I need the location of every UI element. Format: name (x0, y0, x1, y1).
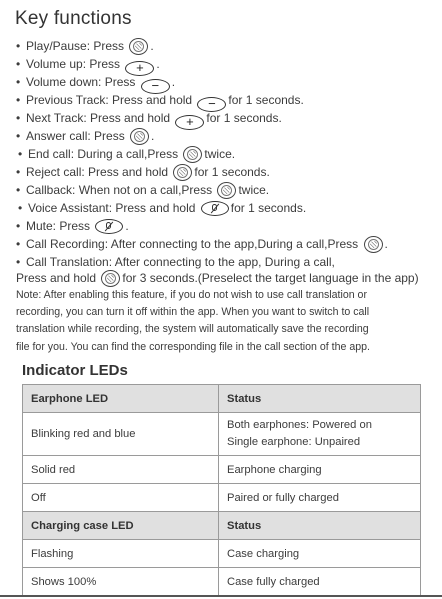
table-header-row (23, 512, 421, 540)
function-end-call: • End call: During a call,Press twice. (18, 147, 236, 161)
table-header-row (23, 385, 421, 413)
status-line: Both earphones: Powered on (227, 419, 372, 431)
indicator-leds-heading: Indicator LEDs (22, 362, 128, 379)
note-line: recording, you can turn it off within the app. When you want to switch to call (16, 306, 370, 319)
status-cell (219, 413, 421, 456)
note-paragraph (16, 287, 436, 356)
table-header-cell: Charging case LED (23, 512, 219, 540)
function-answer-call: • Answer call: Press . (16, 129, 155, 143)
function-volume-up: • Volume up: Press + . (16, 57, 160, 75)
table-row (23, 540, 421, 568)
function-callback: • Callback: When not on a call,Press twice. (16, 183, 270, 197)
minus-icon: − (197, 97, 226, 112)
function-next-track: • Next Track: Press and hold + for 1 seconds. (16, 111, 282, 129)
table-row (23, 484, 421, 512)
function-reject-call: • Reject call: Press and hold for 1 seconds. (16, 165, 270, 179)
function-previous-track: • Previous Track: Press and hold − for 1 seconds. (16, 93, 304, 111)
led-cell: Solid red (23, 456, 219, 484)
note-line: translation while recording, the system will automatically save the recording (16, 323, 369, 336)
function-play-pause: • Play/Pause: Press . (16, 39, 154, 53)
function-mute: • Mute: Press . (16, 219, 129, 233)
function-volume-down: • Volume down: Press − . (16, 75, 176, 93)
mfb-icon (101, 270, 120, 287)
status-cell: Earphone charging (219, 456, 421, 484)
function-call-recording: • Call Recording: After connecting to the app,During a call,Press . (16, 237, 388, 251)
table-header-cell: Status (219, 385, 421, 413)
function-call-translation: • Call Translation: After connecting to the app, During a call, (16, 255, 335, 269)
function-call-translation-cont: Press and hold for 3 seconds.(Preselect the target language in the app) (16, 271, 419, 285)
minus-icon: − (141, 79, 170, 94)
status-cell: Case fully charged (219, 568, 421, 596)
note-line: Note: After enabling this feature, if you do not wish to use call translation or (16, 289, 367, 301)
mic-icon (95, 219, 123, 234)
table-header-cell: Earphone LED (23, 385, 219, 413)
table-row (23, 456, 421, 484)
mfb-icon (364, 236, 383, 253)
led-cell: Blinking red and blue (23, 413, 219, 456)
status-cell: Paired or fully charged (219, 484, 421, 512)
mic-icon (201, 201, 229, 216)
indicator-led-table (22, 384, 421, 596)
led-cell: Flashing (23, 540, 219, 568)
mfb-icon (130, 128, 149, 145)
status-line: Single earphone: Unpaired (227, 436, 361, 448)
table-header-cell: Status (219, 512, 421, 540)
led-cell: Shows 100% (23, 568, 219, 596)
mfb-icon (129, 38, 148, 55)
led-cell: Off (23, 484, 219, 512)
plus-icon: + (175, 115, 204, 130)
mfb-icon (217, 182, 236, 199)
page-title: Key functions (15, 8, 132, 29)
status-cell: Case charging (219, 540, 421, 568)
table-row (23, 568, 421, 596)
mfb-icon (173, 164, 192, 181)
table-row (23, 413, 421, 456)
plus-icon: + (125, 61, 154, 76)
bottom-divider (0, 595, 442, 597)
function-voice-assistant: • Voice Assistant: Press and hold for 1 seconds. (18, 201, 307, 215)
mfb-icon (183, 146, 202, 163)
note-line: file for you. You can find the corresponding file in the call section of the app. (16, 340, 370, 353)
